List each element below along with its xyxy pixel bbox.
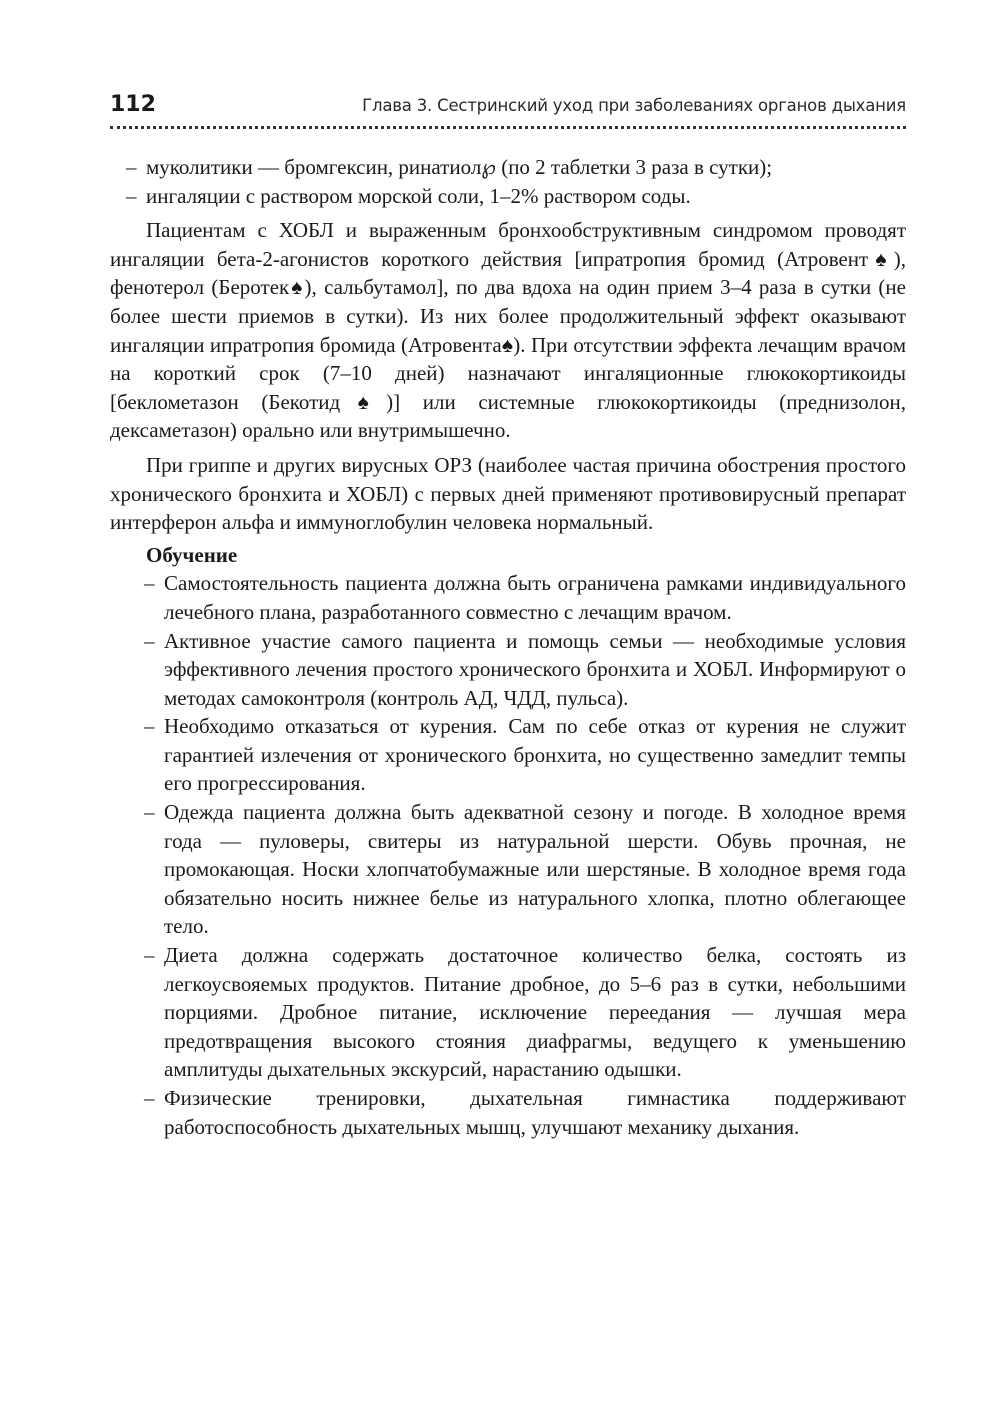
- list-item: [110, 941, 906, 1084]
- dash-marker: –: [144, 1086, 155, 1110]
- dash-marker: –: [144, 628, 155, 653]
- list-item: [110, 712, 906, 798]
- dash-marker: –: [126, 155, 137, 179]
- list-item: [110, 627, 906, 713]
- list-item: [110, 153, 906, 182]
- list-item: [110, 798, 906, 941]
- running-head: [110, 92, 906, 124]
- paragraph-copd-treatment: Пациентам с ХОБЛ и выраженным бронхообструктивным синдромом проводят ингаляции бета-2-агонистов короткого действия [ипратропия бромид (Атровент♠), фенотерол (Беротек♠), сальбутамол], по два вдоха на один прием 3–4 раза в сутки (не более шести приемов в сутки). Из них более продолжительный эффект оказывают ингаляции ипратропия бромида (Атровента♠). При отсутствии эффекта лечащим врачом на короткий срок (7–10 дней) назначают ингаляционные глюкокортикоиды [беклометазон (Бекотид♠)] или системные глюкокортикоиды (преднизолон, дексаметазон) орально или внутримышечно.: [110, 218, 906, 443]
- list-item-text: Самостоятельность пациента должна быть ограничена рамками индивидуального лечебного плана, разработанного совместно с лечащим врачом.: [164, 571, 906, 624]
- list-item-text: Необходимо отказаться от курения. Сам по себе отказ от курения не служит гарантией излечения от хронического бронхита, но существенно замедлит темпы его прогрессирования.: [164, 714, 906, 796]
- header-dotted-rule: [110, 126, 906, 129]
- dash-marker: –: [144, 714, 155, 739]
- list-item: [110, 182, 906, 211]
- chapter-title: Глава 3. Сестринский уход при заболеваниях органов дыхания: [362, 96, 906, 115]
- dash-marker: –: [144, 800, 155, 825]
- list-item-text: Физические тренировки, дыхательная гимнастика поддерживают работоспособность дыхательных мышц, улучшают механику дыхания.: [164, 1086, 906, 1139]
- list-item-text: Одежда пациента должна быть адекватной сезону и погоде. В холодное время года — пуловеры, свитеры из натуральной шерсти. Обувь прочная, не промокающая. Носки хлопчатобумажные или шерстяные. В холодное время года обязательно носить нижнее белье из натурального хлопка, плотно облегающее тело.: [164, 800, 906, 939]
- list-item-text: Диета должна содержать достаточное количество белка, состоять из легкоусвояемых продуктов. Питание дробное, до 5–6 раз в сутки, небольшими порциями. Дробное питание, исключение переедания — лучшая мера предотвращения высокого стояния диафрагмы, ведущего к уменьшению амплитуды дыхательных экскурсий, нарастанию одышки.: [164, 943, 906, 1082]
- section-heading: Обучение: [146, 542, 238, 567]
- paragraph-antiviral: При гриппе и других вирусных ОРЗ (наиболее частая причина обострения простого хронического бронхита и ХОБЛ) с первых дней применяют противовирусный препарат интерферон альфа и иммуноглобулин человека нормальный.: [110, 452, 906, 535]
- dash-marker: –: [144, 943, 155, 968]
- list-item-text: ингаляции с раствором морской соли, 1–2% раствором соды.: [146, 183, 691, 208]
- book-page: [110, 92, 906, 1141]
- list-item-text: Активное участие самого пациента и помощь семьи — необходимые условия эффективного лечения простого хронического бронхита и ХОБЛ. Информируют о методах самоконтроля (контроль АД, ЧДД, пульса).: [164, 628, 906, 710]
- list-item-text: муколитики — бромгексин, ринатиол℘ (по 2 таблетки 3 раза в сутки);: [146, 155, 773, 179]
- page-number: 112: [110, 92, 156, 117]
- dash-marker: –: [144, 571, 155, 596]
- list-item: [110, 1084, 906, 1141]
- dash-marker: –: [126, 183, 137, 208]
- list-item: [110, 569, 906, 626]
- page-body: [110, 153, 906, 1141]
